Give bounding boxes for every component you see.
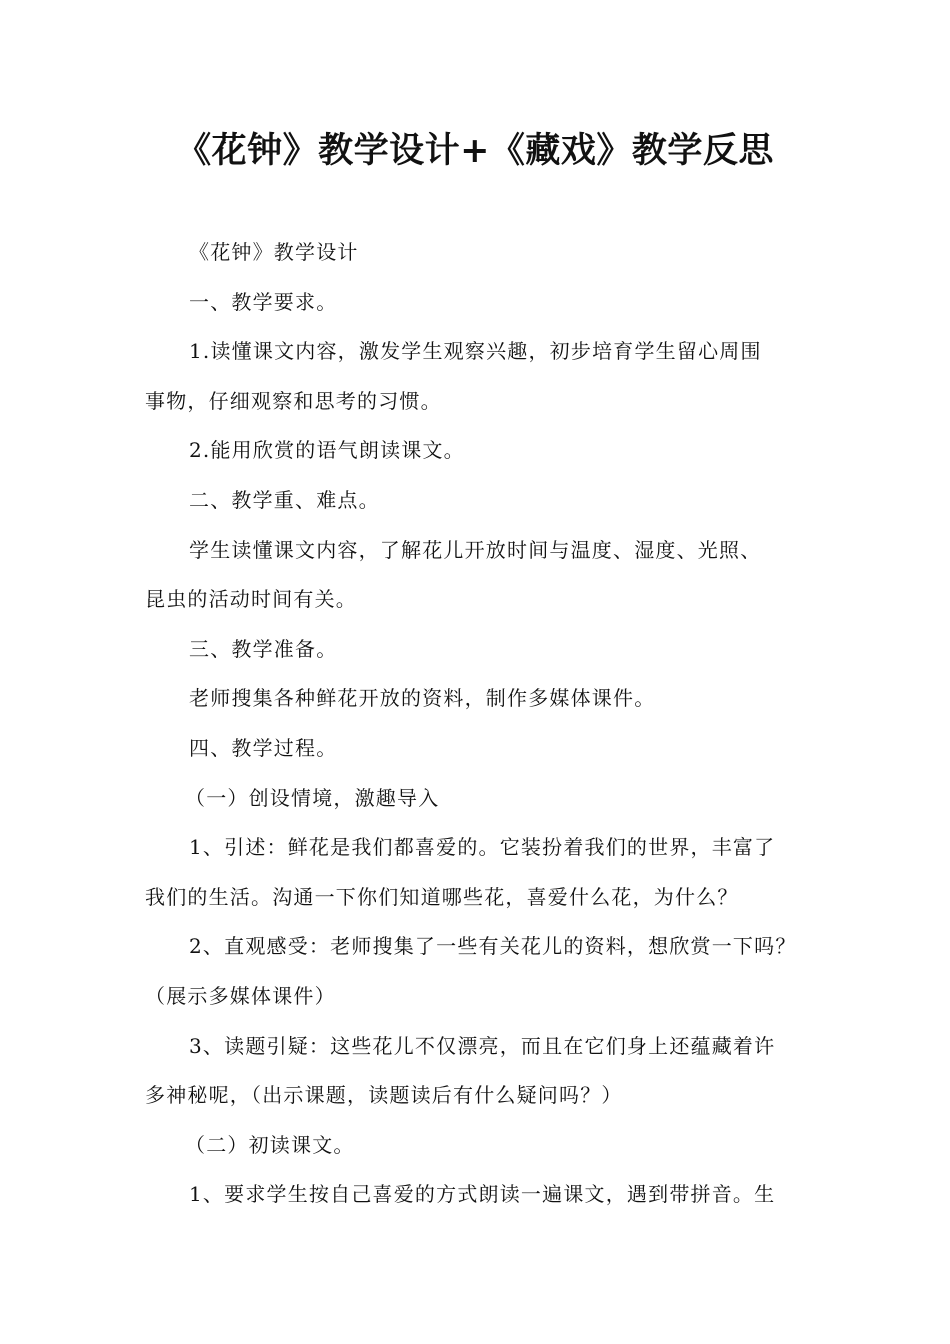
paragraph-line: 我们的生活。沟通一下你们知道哪些花，喜爱什么花，为什么？ [145, 884, 739, 909]
subtitle-paragraph [145, 228, 825, 278]
step-heading-1 [145, 774, 825, 824]
paragraph-line: 2、直观感受：老师搜集了一些有关花儿的资料，想欣赏一下吗？ [189, 934, 797, 959]
paragraph-line: 老师搜集各种鲜花开放的资料，制作多媒体课件。 [189, 686, 656, 711]
paragraph-line: 2.能用欣赏的语气朗读课文。 [189, 438, 465, 463]
step-heading-2 [145, 1121, 825, 1171]
paragraph-line: 事物，仔细观察和思考的习惯。 [145, 388, 442, 413]
section-heading-line: 四、教学过程。 [189, 735, 338, 760]
preparation-paragraph [145, 674, 825, 724]
document-title: 《花钟》教学设计+《藏戏》教学反思 [176, 131, 774, 171]
paragraph-line: 1、要求学生按自己喜爱的方式朗读一遍课文，遇到带拼音。生 [189, 1182, 776, 1207]
paragraph-line: 1.读懂课文内容，激发学生观察兴趣，初步培育学生留心周围 [189, 339, 762, 364]
paragraph-line: （展示多媒体课件） [145, 983, 336, 1008]
paragraph-line: 1、引述：鲜花是我们都喜爱的。它装扮着我们的世界，丰富了 [189, 835, 776, 860]
requirement-paragraph-2 [145, 426, 825, 476]
paragraph-line: 学生读懂课文内容，了解花儿开放时间与温度、湿度、光照、 [189, 537, 762, 562]
section-heading-line: 二、教学重、难点。 [189, 487, 380, 512]
process-item-2 [145, 922, 825, 1021]
subtitle-line: 《花钟》教学设计 [189, 240, 359, 264]
section-heading-key-points [145, 476, 825, 526]
paragraph-line: 3、读题引疑：这些花儿不仅漂亮，而且在它们身上还蕴藏着许 [189, 1033, 776, 1058]
section-heading-line: 一、教学要求。 [189, 289, 338, 314]
key-points-paragraph [145, 526, 825, 625]
section-heading-preparation [145, 625, 825, 675]
process-item-4 [145, 1170, 825, 1220]
document-body [145, 228, 825, 1220]
section-heading-line: 三、教学准备。 [189, 636, 338, 661]
step-heading-line: （二）初读课文。 [185, 1132, 355, 1157]
paragraph-line: 昆虫的活动时间有关。 [145, 587, 357, 612]
step-heading-line: （一）创设情境，激趣导入 [185, 785, 440, 810]
section-heading-requirements [145, 278, 825, 328]
paragraph-line: 多神秘呢，（出示课题，读题读后有什么疑问吗？） [145, 1083, 623, 1108]
requirement-paragraph-1 [145, 327, 825, 426]
process-item-3 [145, 1022, 825, 1121]
process-item-1 [145, 823, 825, 922]
section-heading-process [145, 724, 825, 774]
